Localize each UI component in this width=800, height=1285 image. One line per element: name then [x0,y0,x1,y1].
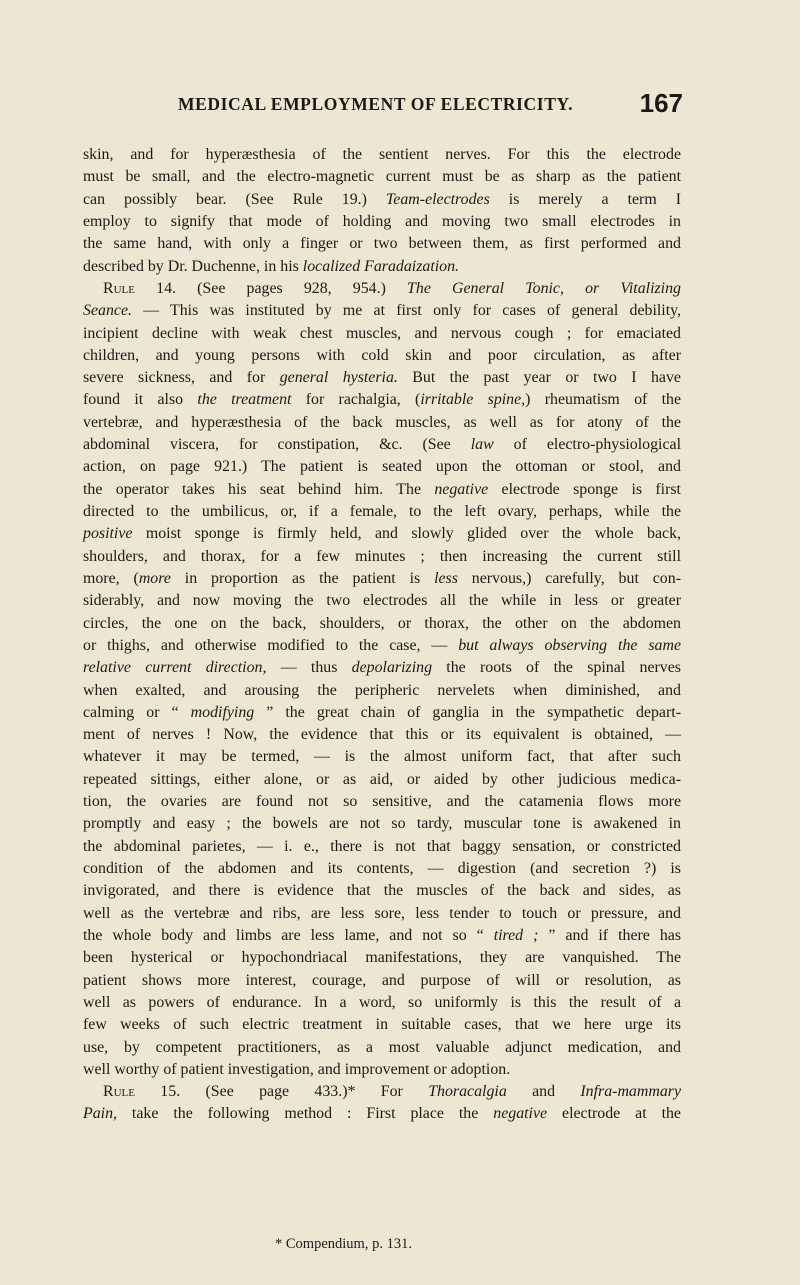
text-line [83,947,681,969]
text-line [83,613,681,635]
text-line [83,769,681,791]
text-line [83,1014,681,1036]
text-line [83,590,681,612]
text-segment: electrode sponge is first [488,480,681,498]
text-line [83,1059,681,1081]
text-segment: the whole body and limbs are less lame, and not so “ [83,926,494,944]
text-segment: in proportion as the patient is [170,569,435,587]
text-segment: whatever it may be termed, — is the almost uniform fact, that after such [83,748,681,766]
italic-text: negative [434,480,489,498]
text-line [83,1103,681,1125]
body-text [83,144,681,1126]
text-segment: ” and if there has [538,926,682,944]
text-line [83,702,681,724]
text-segment: repeated sittings, either alone, or as aid, or aided by other judicious medica- [83,770,681,788]
text-segment: promptly and easy ; the bowels are not so tardy, muscular tone is awakened in [83,815,681,833]
running-head [178,88,683,118]
text-segment: patient shows more interest, courage, and purpose of will or resolution, as [83,971,681,989]
text-line [83,791,681,813]
text-segment: the roots of the spinal nerves [432,659,681,677]
running-title: MEDICAL EMPLOYMENT OF ELECTRICITY. [178,94,574,114]
text-segment: the operator takes his seat behind him. The [83,480,435,498]
text-line [83,903,681,925]
text-line [83,657,681,679]
rule-heading: Rule 14. [103,279,176,297]
text-line [83,345,681,367]
rule-heading: Rule 15. [103,1083,181,1101]
text-line [83,724,681,746]
italic-text: Team-electrodes [385,190,490,208]
text-line [83,1081,681,1103]
text-segment: ment of nerves ! Now, the evidence that this or its equivalent is obtained, — [83,726,681,744]
text-line [83,970,681,992]
text-line [83,412,681,434]
text-segment: (See page 433.)* For [180,1083,429,1101]
italic-text: but always observing the same [458,636,681,654]
text-line [83,680,681,702]
text-segment: can possibly bear. (See Rule 19.) [83,190,386,208]
text-segment: (See pages 928, 954.) [176,279,408,297]
text-line [83,501,681,523]
text-segment: the abdominal parietes, — i. e., there is not that baggy sensation, or constricted [83,837,681,855]
text-line [83,144,681,166]
text-segment: for rachalgia, ( [291,391,421,409]
text-line [83,746,681,768]
text-line [83,546,681,568]
text-segment: well as powers of endurance. In a word, so uniformly is this the result of a [83,993,681,1011]
text-line [83,1037,681,1059]
text-segment: calming or “ [83,703,191,721]
italic-text: more [138,569,171,587]
text-segment: the same hand, with only a finger or two between them, as first performed and [83,235,681,253]
text-segment: action, on page 921.) The patient is seated upon the ottoman or stool, and [83,458,681,476]
italic-text: positive [83,525,133,543]
text-segment: electrode at the [547,1105,681,1123]
text-line [83,256,681,278]
text-line [83,992,681,1014]
italic-text: general hysteria. [279,369,398,387]
text-segment: when exalted, and arousing the peripheric nervelets when diminished, and [83,681,681,699]
italic-text: Thoracalgia [428,1083,507,1101]
text-segment: shoulders, and thorax, for a few minutes ; then increasing the current still [83,547,681,565]
text-segment: condition of the abdomen and its contents, — digestion (and secretion ?) is [83,860,681,877]
text-segment: and [506,1083,581,1101]
text-line [83,323,681,345]
text-line [83,456,681,478]
text-line [83,813,681,835]
text-segment: moist sponge is firmly held, and slowly glided over the whole back, [132,525,681,543]
text-line [83,479,681,501]
text-line [83,166,681,188]
text-segment: described by Dr. Duchenne, in his [83,257,303,275]
text-segment: children, and young persons with cold skin and poor circulation, as after [83,346,681,364]
text-line [83,880,681,902]
page-number: 167 [639,88,683,118]
text-segment: ” the great chain of ganglia in the sympathetic depart- [254,703,681,721]
text-segment: well worthy of patient investigation, and improvement or adoption. [83,1060,511,1078]
text-line [83,434,681,456]
text-segment: — This was instituted by me at first only for cases of general debility, [131,302,681,320]
italic-text: tired ; [493,926,539,944]
italic-text: modifying [190,703,255,721]
text-segment: or thighs, and otherwise modified to the case, — [83,636,459,654]
italic-text: Infra-mammary [580,1083,682,1101]
text-segment: nervous,) carefully, but con- [457,569,681,587]
text-segment: ) rheumatism of the [525,391,682,409]
text-line [83,635,681,657]
italic-text: relative current direction, [83,659,267,677]
text-segment: take the following method : First place the [117,1105,494,1123]
text-segment: vertebræ, and hyperæsthesia of the back muscles, as well as for atony of the [83,413,681,431]
text-segment: must be small, and the electro-magnetic current must be as sharp as the patient [83,168,681,186]
text-segment: found it also [83,391,198,409]
text-line [83,211,681,233]
text-segment: of electro-physiological [493,436,681,454]
text-segment: siderably, and now moving the two electrodes all the while in less or greater [83,592,681,610]
text-segment: abdominal viscera, for constipation, &c. (See [83,436,471,454]
italic-text: The General Tonic, or Vitalizing [407,279,681,297]
text-line [83,858,681,880]
text-line [83,189,681,211]
text-segment: incipient decline with weak chest muscles, and nervous cough ; for emaciated [83,324,681,342]
text-line [83,925,681,947]
italic-text: law [470,436,494,454]
text-segment: severe sickness, and for [83,369,280,387]
text-segment: well as the vertebræ and ribs, are less sore, less tender to touch or pressure, and [83,904,681,922]
text-segment: directed to the umbilicus, or, if a female, to the left ovary, perhaps, while the [83,503,681,520]
text-line [83,523,681,545]
text-segment: more, ( [83,569,139,587]
italic-text: Pain, [83,1105,117,1123]
italic-text: irritable spine, [420,391,526,409]
text-segment: use, by competent practitioners, as a most valuable adjunct medication, and [83,1038,681,1056]
text-segment: skin, and for hyperæsthesia of the sentient nerves. For this the electrode [83,146,681,163]
text-line [83,233,681,255]
text-line [83,278,681,300]
text-segment: invigorated, and there is evidence that the muscles of the back and sides, as [83,882,681,900]
italic-text: depolarizing [351,659,433,677]
text-segment: tion, the ovaries are found not so sensitive, and the catamenia flows more [83,793,681,811]
text-segment: been hysterical or hypochondriacal manifestations, they are vanquished. The [83,949,681,967]
italic-text: localized Faradaization. [302,257,460,275]
text-segment: — thus [266,659,352,677]
text-segment: employ to signify that mode of holding and moving two small electrodes in [83,212,681,230]
italic-text: Seance. [83,302,132,320]
text-segment: is merely a term I [489,190,681,208]
text-line [83,389,681,411]
italic-text: less [434,569,458,587]
footnote: * Compendium, p. 131. [275,1236,412,1252]
text-segment: circles, the one on the back, shoulders, or thorax, the other on the abdomen [83,614,681,632]
text-line [83,300,681,322]
text-line [83,836,681,858]
text-line [83,367,681,389]
text-line [83,568,681,590]
text-segment: few weeks of such electric treatment in suitable cases, that we here urge its [83,1016,681,1034]
text-segment: But the past year or two I have [397,369,681,387]
italic-text: negative [493,1105,548,1123]
italic-text: the treatment [197,391,292,409]
